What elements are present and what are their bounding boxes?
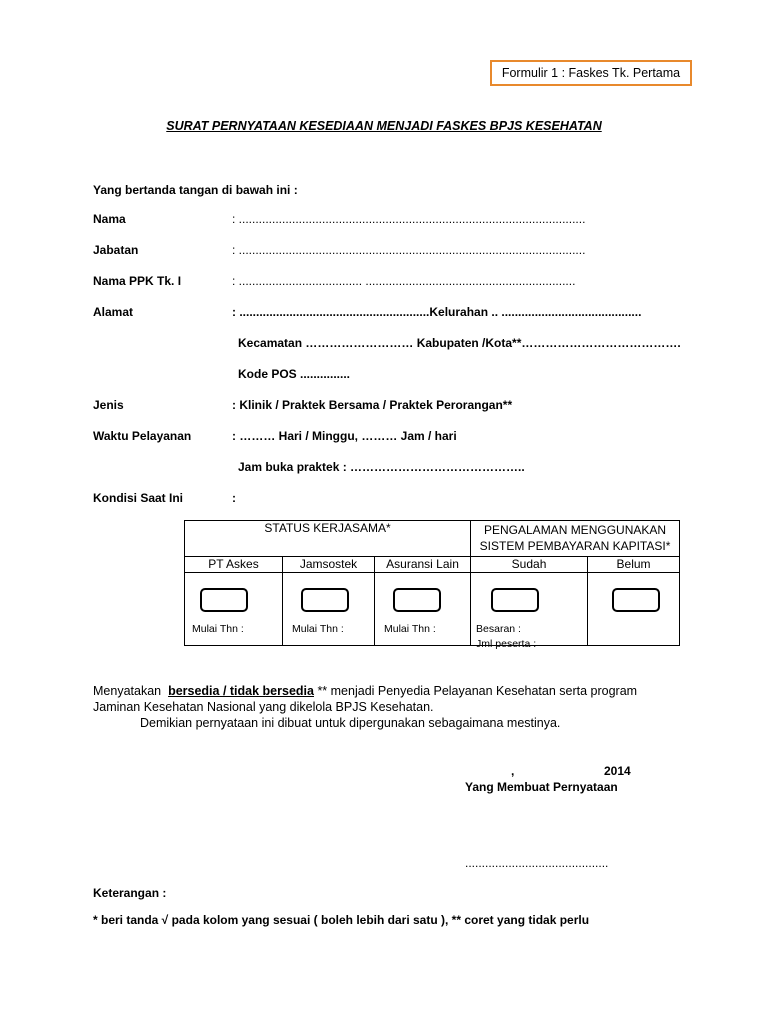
alamat-label: Alamat bbox=[93, 305, 134, 319]
nama-label: Nama bbox=[93, 212, 126, 226]
kondisi-label: Kondisi Saat Ini bbox=[93, 491, 184, 505]
statement-line3: Demikian pernyataan ini dibuat untuk dipergunakan sebagaimana mestinya. bbox=[140, 716, 561, 730]
cell-asuransi-lain bbox=[375, 573, 471, 646]
statement-prefix: Menyatakan bbox=[93, 684, 162, 698]
form-label-box bbox=[490, 60, 692, 86]
checkbox-asuransi-lain[interactable] bbox=[393, 588, 441, 612]
form-label: Formulir 1 : Faskes Tk. Pertama bbox=[501, 66, 681, 80]
mulai-thn-jamsostek: Mulai Thn : bbox=[292, 623, 344, 635]
waktu-value: : ……… Hari / Minggu, ……… Jam / hari bbox=[232, 429, 457, 443]
ppk-label: Nama PPK Tk. I bbox=[93, 274, 182, 288]
status-kerjasama-text: STATUS KERJASAMA* bbox=[264, 521, 391, 535]
signature-line: ........................................... bbox=[465, 856, 609, 870]
cell-jamsostek bbox=[283, 573, 375, 646]
signature-maker: Yang Membuat Pernyataan bbox=[465, 780, 618, 794]
mulai-thn-asuransi-lain: Mulai Thn : bbox=[384, 623, 436, 635]
statement-line1 bbox=[93, 684, 678, 699]
jabatan-label: Jabatan bbox=[93, 243, 139, 257]
intro-text: Yang bertanda tangan di bawah ini : bbox=[93, 183, 298, 197]
statement-line2: Jaminan Kesehatan Nasional yang dikelola BPJS Kesehatan. bbox=[93, 700, 434, 714]
col-belum: Belum bbox=[588, 557, 680, 573]
statement-choice: bersedia / tidak bersedia bbox=[168, 684, 314, 698]
besaran-label: Besaran : bbox=[476, 623, 521, 635]
notes-text: * beri tanda √ pada kolom yang sesuai ( boleh lebih dari satu ), ** coret yang tidak perlu bbox=[93, 913, 590, 927]
kondisi-value: : bbox=[232, 491, 236, 505]
signature-comma: , bbox=[511, 764, 515, 778]
cell-sudah bbox=[471, 573, 588, 650]
checkbox-jamsostek[interactable] bbox=[301, 588, 349, 612]
jabatan-value: : ........................................................................................................ bbox=[232, 243, 586, 257]
status-table bbox=[184, 520, 680, 650]
pengalaman-header-line2: SISTEM PEMBAYARAN KAPITASI* bbox=[479, 539, 671, 553]
status-kerjasama-header bbox=[185, 521, 471, 557]
checkbox-sudah[interactable] bbox=[491, 588, 539, 612]
jambuka-line: Jam buka praktek : …………………………………….. bbox=[238, 460, 525, 474]
col-pt-askes: PT Askes bbox=[185, 557, 283, 573]
ppk-value: : ..................................... ............................................................... bbox=[232, 274, 576, 288]
col-asuransi-lain: Asuransi Lain bbox=[375, 557, 471, 573]
document-title: SURAT PERNYATAAN KESEDIAAN MENJADI FASKES BPJS KESEHATAN bbox=[166, 119, 602, 133]
checkbox-pt-askes[interactable] bbox=[200, 588, 248, 612]
jenis-value: : Klinik / Praktek Bersama / Praktek Perorangan** bbox=[232, 398, 513, 412]
col-jamsostek: Jamsostek bbox=[283, 557, 375, 573]
mulai-thn-pt-askes: Mulai Thn : bbox=[192, 623, 244, 635]
kodepos-line: Kode POS ............... bbox=[238, 367, 351, 381]
statement-rest: ** menjadi Penyedia Pelayanan Kesehatan serta program bbox=[313, 684, 638, 698]
nama-value: : ........................................................................................................ bbox=[232, 212, 586, 226]
pengalaman-header-line1: PENGALAMAN MENGGUNAKAN bbox=[484, 523, 667, 537]
pengalaman-header bbox=[471, 521, 680, 557]
cell-belum bbox=[588, 573, 680, 646]
col-sudah: Sudah bbox=[471, 557, 588, 573]
signature-year: 2014 bbox=[604, 764, 631, 778]
jml-peserta-label: Jml peserta : bbox=[476, 638, 537, 650]
waktu-label: Waktu Pelayanan bbox=[93, 429, 192, 443]
alamat-value: : .........................................................Kelurahan .. .......................................... bbox=[232, 305, 642, 319]
kecamatan-line: Kecamatan ……………………… Kabupaten /Kota**…………………………………. bbox=[238, 336, 681, 350]
jenis-label: Jenis bbox=[93, 398, 124, 412]
cell-pt-askes bbox=[185, 573, 283, 646]
notes-title: Keterangan : bbox=[93, 886, 167, 900]
checkbox-belum[interactable] bbox=[612, 588, 660, 612]
